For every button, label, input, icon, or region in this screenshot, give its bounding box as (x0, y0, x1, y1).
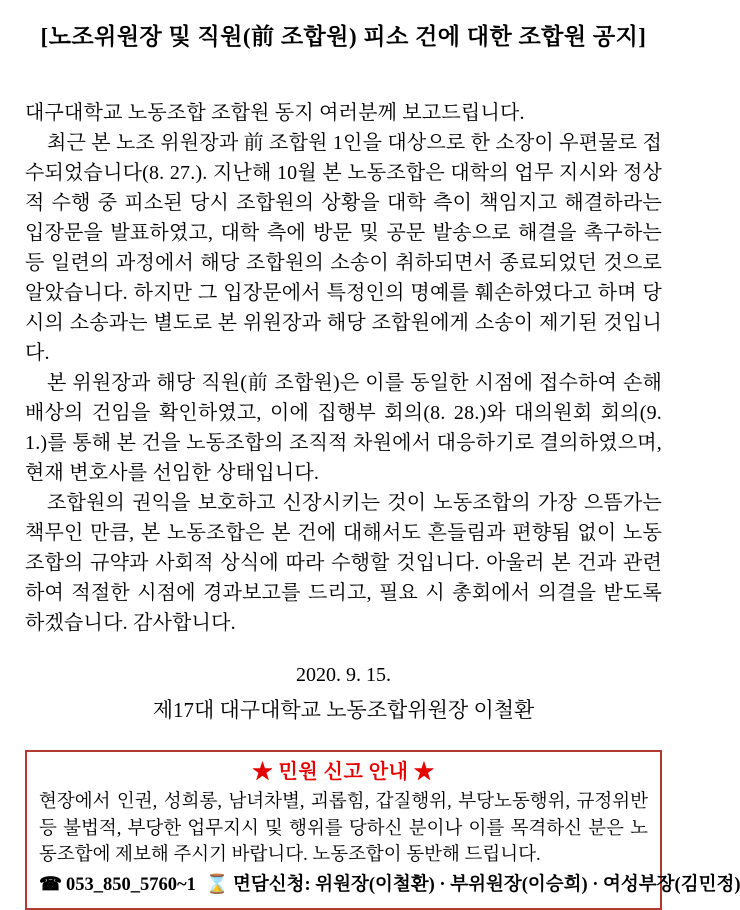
document-date: 2020. 9. 15. (296, 664, 391, 686)
notice-box-title: ★ 민원 신고 안내 ★ (252, 761, 435, 783)
contact-persons: 위원장(이철환) · 부위원장(이승희) · 여성부장(김민정) (315, 874, 740, 895)
document-signer: 제17대 대구대학교 노동조합위원장 이철환 (152, 698, 535, 722)
hourglass-icon: ⌛ (205, 874, 229, 895)
document-body (25, 98, 662, 638)
telephone-icon: ☎ (39, 874, 63, 895)
paragraph-lawsuit-received: 최근 본 노조 위원장과 前 조합원 1인을 대상으로 한 소장이 우편물로 접수되었습니다(8. 27.). 지난해 10월 본 노동조합은 대학의 업무 지시와 정상적 수행 중 피소된 당시 조합원의 상황을 대학 측이 책임지고 해결하라는 입장문을 발표하였고, 대학 측에 방문 및 공문 발송으로 해결을 촉구하는 등 일련의 과정에서 해당 조합원의 소송이 취하되면서 종료되었던 것으로 알았습니다. 하지만 그 입장문에서 특정인의 명예를 훼손하였다고 하며 당시의 소송과는 별도로 본 위원장과 해당 조합원에게 소송이 제기된 것입니다. (25, 132, 662, 364)
document-title: [노조위원장 및 직원(前 조합원) 피소 건에 대한 조합원 공지] (40, 24, 647, 49)
meeting-request-label: 면담신청: (232, 874, 311, 895)
notice-box-contact-line (39, 872, 740, 899)
paragraph-union-response: 본 위원장과 해당 직원(前 조합원)은 이를 동일한 시점에 접수하여 손해배상의 건임을 확인하였고, 이에 집행부 회의(8. 28.)와 대의원회 회의(9. 1.)를 통해 본 건을 노동조합의 조직적 차원에서 대응하기로 결의하였으며, 현재 변호사를 선임한 상태입니다. (25, 372, 662, 484)
paragraph-commitment: 조합원의 권익을 보호하고 신장시키는 것이 노동조합의 가장 으뜸가는 책무인 만큼, 본 노동조합은 본 건에 대해서도 흔들림과 편향됨 없이 노동조합의 규약과 사회적 상식에 따라 수행할 것입니다. 아울러 본 건과 관련하여 적절한 시점에 경과보고를 드리고, 필요 시 총회에서 의결을 받도록 하겠습니다. 감사합니다. (25, 492, 662, 634)
complaint-report-notice-box (25, 750, 740, 910)
notice-box-body-text: 현장에서 인권, 성희롱, 남녀차별, 괴롭힘, 갑질행위, 부당노동행위, 규정위반 등 불법적, 부당한 업무지시 및 행위를 당하신 분이나 이를 목격하신 분은 노동조합에 제보해 주시기 바랍니다. 노동조합이 동반해 드립니다. (39, 792, 648, 865)
phone-number: 053_850_5760~1 (66, 874, 196, 895)
paragraph-greeting: 대구대학교 노동조합 조합원 동지 여러분께 보고드립니다. (25, 102, 525, 124)
